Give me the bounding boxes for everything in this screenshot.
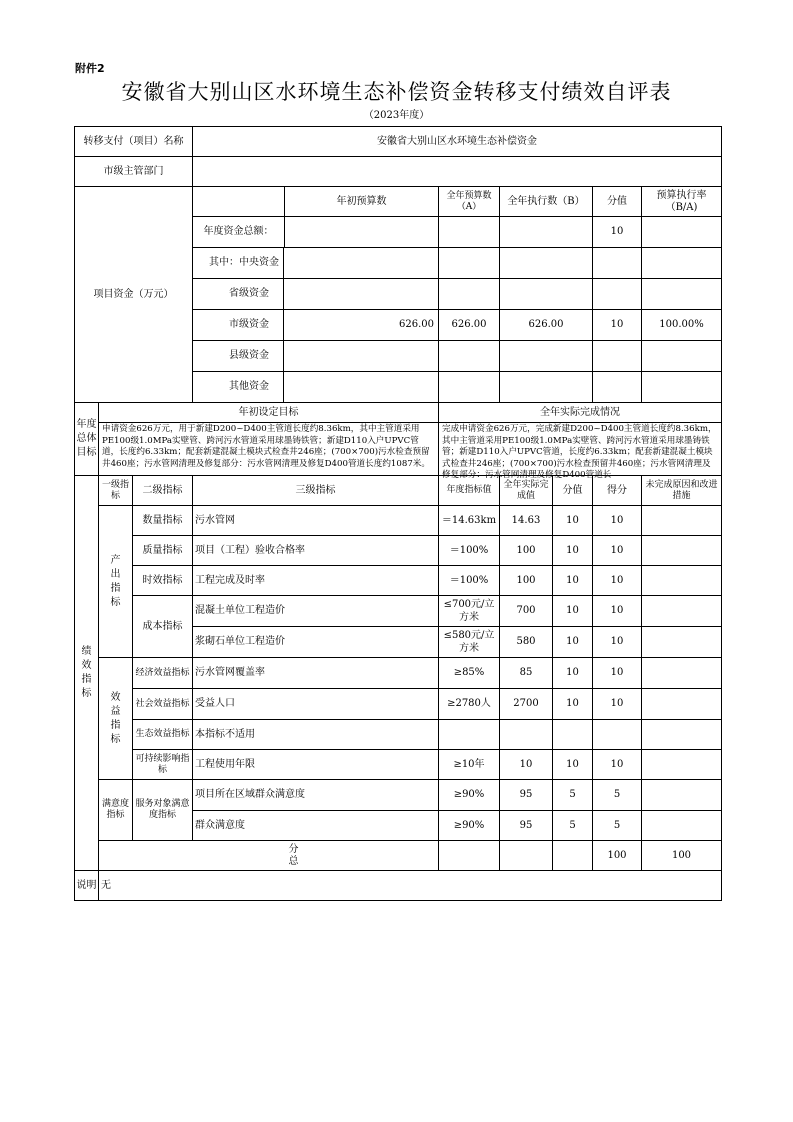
quality-indicator-score-value: 10: [553, 536, 593, 566]
timeliness-indicator-reason: [642, 566, 722, 596]
economic-indicator-score-value: 10: [553, 658, 593, 689]
total-target-blank: [500, 841, 553, 871]
ecological-indicator-score-value: [553, 720, 593, 750]
page-title: 安徽省大别山区水环境生态补偿资金转移支付绩效自评表: [121, 80, 672, 104]
funds-header-annual: 全年预算数（A）: [439, 187, 500, 217]
sustainable-indicator-score: 10: [593, 750, 642, 780]
quantity-indicator-score-value: 10: [553, 506, 593, 536]
satisfaction-indicator-name: 项目所在区域群众满意度: [193, 780, 439, 811]
economic-indicator-actual: 85: [500, 658, 553, 689]
funds-row-initial: [284, 279, 438, 309]
funds-header-score-value: 分值: [593, 187, 642, 217]
goals-initial-header: 年初设定目标: [99, 403, 439, 423]
cost-indicator-score: 10: [593, 596, 642, 627]
funds-row-label: 其他资金: [193, 372, 284, 402]
funds-row-rate: [642, 217, 722, 248]
funds-row-annual: [439, 248, 500, 279]
note-label: 说明: [75, 871, 99, 901]
social-indicator-score-value: 10: [553, 689, 593, 720]
satisfaction-indicator-actual: 95: [500, 811, 553, 841]
satisfaction-indicator-actual: 95: [500, 780, 553, 811]
cost-indicator-actual: 580: [500, 627, 553, 658]
funds-row-initial: [284, 248, 438, 278]
satisfaction-indicators-label: 满意度指标: [99, 780, 133, 841]
funds-row-annual: 626.00: [439, 310, 500, 341]
quality-indicator-name: 项目（工程）验收合格率: [193, 536, 439, 566]
cost-indicator-score-value: 10: [553, 627, 593, 658]
dept-label: 市级主管部门: [75, 157, 193, 187]
economic-indicator-label: 经济效益指标: [133, 658, 193, 689]
sustainable-indicator-label: 可持续影响指标: [133, 750, 193, 780]
social-indicator-reason: [642, 689, 722, 720]
goals-actual-header: 全年实际完成情况: [439, 403, 722, 423]
satisfaction-indicator-target: ≥90%: [439, 811, 500, 841]
social-indicator-name: 受益人口: [193, 689, 439, 720]
ecological-indicator-target: [439, 720, 500, 750]
funds-row-label: 其中：中央资金: [193, 248, 284, 278]
header-level3: 三级指标: [193, 476, 439, 506]
funds-header-executed: 全年执行数（B）: [500, 187, 593, 217]
funds-row-annual: [439, 279, 500, 310]
funds-row-initial: [284, 341, 438, 371]
satisfaction-indicator-score: 5: [593, 780, 642, 811]
funds-row-annual: [439, 372, 500, 403]
benefit-indicators-label: 效益指标: [99, 658, 133, 780]
satisfaction-indicator-name: 群众满意度: [193, 811, 439, 841]
funds-row-label: 省级资金: [193, 279, 284, 309]
dept-value: [193, 157, 722, 187]
goals-initial-text: 申请资金626万元，用于新建D200~D400主管道长度约8.36km，其中主管道采用PE100级1.0MPa实壁管、跨河污水管道采用球墨铸铁管；新建D110入户UPVC管道，长度约6.33km；配套新建混凝土模块式检查井246座；(700×700)污水检查预留井460座；污水管网清理及修复部分：污水管网清理及修复D400管道长度约1087米。: [102, 424, 430, 469]
goals-actual-text: 完成申请资金626万元，完成新建D200~D400主管道长度约8.36km，其中主管道采用PE100级1.0MPa实壁管、跨河污水管道采用球墨铸铁管；新建D110入户UPVC管道，长度约6.33km；配套新建混凝土模块式检查井246座；(700×700)污水检查预留井460座；污水管网清理及修复部分：污水管网清理及修复D400管道长: [442, 424, 717, 480]
quality-indicator-actual: 100: [500, 536, 553, 566]
goals-label: 年度总体目标: [75, 403, 99, 476]
funds-row-rate: [642, 372, 722, 403]
funds-row-initial: [284, 372, 438, 402]
project-name-label: 转移支付（项目）名称: [75, 127, 193, 157]
quantity-indicator-target: ＝14.63km: [439, 506, 500, 536]
satisfaction-indicator-score-value: 5: [553, 780, 593, 811]
satisfaction-indicator-score-value: 5: [553, 811, 593, 841]
funds-row-executed: 626.00: [500, 310, 593, 341]
funds-row-annual: [439, 341, 500, 372]
funds-row-executed: [500, 248, 593, 279]
funds-row-score-value: [593, 279, 642, 310]
cost-indicator-reason: [642, 627, 722, 658]
funds-row-score-value: [593, 248, 642, 279]
quality-indicator-reason: [642, 536, 722, 566]
timeliness-indicator-target: ＝100%: [439, 566, 500, 596]
timeliness-indicator-score: 10: [593, 566, 642, 596]
funds-row-score-value: 10: [593, 310, 642, 341]
cost-indicator-score-value: 10: [553, 596, 593, 627]
project-name-value: 安徽省大别山区水环境生态补偿资金: [193, 127, 722, 157]
cost-indicator-target: ≤580元/立方米: [439, 627, 500, 658]
year-label: （2023年度）: [363, 110, 430, 121]
funds-row-score-value: [593, 372, 642, 403]
satisfaction-indicator-reason: [642, 780, 722, 811]
header-actual: 全年实际完成值: [500, 476, 553, 506]
cost-indicator-name: 浆砌石单位工程造价: [193, 627, 439, 658]
header-target: 年度指标值: [439, 476, 500, 506]
timeliness-indicator-score-value: 10: [553, 566, 593, 596]
ecological-indicator-name: 本指标不适用: [193, 720, 439, 750]
funds-row-annual: [439, 217, 500, 248]
quantity-indicator-actual: 14.63: [500, 506, 553, 536]
ecological-indicator-label: 生态效益指标: [133, 720, 193, 750]
economic-indicator-target: ≥85%: [439, 658, 500, 689]
total-blank: [439, 841, 500, 871]
sustainable-indicator-reason: [642, 750, 722, 780]
total-actual-blank: [553, 841, 593, 871]
service-satisfaction-label: 服务对象满意度指标: [133, 780, 193, 841]
sustainable-indicator-name: 工程使用年限: [193, 750, 439, 780]
funds-row-score-value: [593, 341, 642, 372]
quality-indicator-label: 质量指标: [133, 536, 193, 566]
quality-indicator-score: 10: [593, 536, 642, 566]
economic-indicator-score: 10: [593, 658, 642, 689]
funds-label: 项目资金（万元）: [75, 187, 193, 403]
ecological-indicator-reason: [642, 720, 722, 750]
note-value: 无: [99, 871, 722, 901]
cost-indicator-reason: [642, 596, 722, 627]
funds-row-rate: [642, 248, 722, 279]
social-indicator-label: 社会效益指标: [133, 689, 193, 720]
cost-indicator-score: 10: [593, 627, 642, 658]
timeliness-indicator-actual: 100: [500, 566, 553, 596]
funds-row-executed: [500, 279, 593, 310]
funds-row-executed: [500, 341, 593, 372]
header-score: 得分: [593, 476, 642, 506]
funds-row-initial: [285, 217, 438, 247]
sustainable-indicator-target: ≥10年: [439, 750, 500, 780]
ecological-indicator-actual: [500, 720, 553, 750]
funds-row-rate: [642, 279, 722, 310]
funds-row-label: 市级资金: [193, 310, 284, 340]
funds-row-rate: [642, 341, 722, 372]
social-indicator-target: ≥2780人: [439, 689, 500, 720]
social-indicator-actual: 2700: [500, 689, 553, 720]
economic-indicator-name: 污水管网覆盖率: [193, 658, 439, 689]
total-score: 100: [642, 841, 722, 871]
cost-indicator-target: ≤700元/立方米: [439, 596, 500, 627]
funds-row-label: 年度资金总额：: [193, 217, 285, 247]
header-reason: 未完成原因和改进措施: [642, 476, 722, 506]
satisfaction-indicator-target: ≥90%: [439, 780, 500, 811]
economic-indicator-reason: [642, 658, 722, 689]
attachment-label: 附件2: [75, 62, 105, 75]
funds-header-initial: 年初预算数: [336, 195, 387, 207]
funds-row-initial: 626.00: [399, 319, 434, 330]
satisfaction-indicator-reason: [642, 811, 722, 841]
quantity-indicator-label: 数量指标: [133, 506, 193, 536]
funds-header-rate: 预算执行率（B/A): [642, 187, 722, 217]
funds-row-score-value: 10: [593, 217, 642, 248]
quantity-indicator-score: 10: [593, 506, 642, 536]
indicators-section-label: 绩效指标: [75, 476, 99, 871]
header-score-value: 分值: [553, 476, 593, 506]
sustainable-indicator-actual: 10: [500, 750, 553, 780]
quantity-indicator-reason: [642, 506, 722, 536]
timeliness-indicator-label: 时效指标: [133, 566, 193, 596]
header-level2: 二级指标: [133, 476, 193, 506]
timeliness-indicator-name: 工程完成及时率: [193, 566, 439, 596]
funds-row-executed: [500, 372, 593, 403]
social-indicator-score: 10: [593, 689, 642, 720]
sustainable-indicator-score-value: 10: [553, 750, 593, 780]
satisfaction-indicator-score: 5: [593, 811, 642, 841]
ecological-indicator-score: [593, 720, 642, 750]
evaluation-table: [74, 126, 722, 901]
cost-indicator-actual: 700: [500, 596, 553, 627]
total-label: 分总: [288, 843, 299, 867]
header-level1: 一级指标: [99, 476, 133, 506]
funds-row-rate: 100.00%: [642, 310, 722, 341]
quality-indicator-target: ＝100%: [439, 536, 500, 566]
funds-row-label: 县级资金: [193, 341, 284, 371]
funds-row-executed: [500, 217, 593, 248]
total-score-value: 100: [593, 841, 642, 871]
output-indicators-label: 产出指标: [99, 506, 133, 658]
cost-indicator-name: 混凝土单位工程造价: [193, 596, 439, 627]
cost-indicator-label: 成本指标: [133, 596, 193, 658]
quantity-indicator-name: 污水管网: [193, 506, 439, 536]
